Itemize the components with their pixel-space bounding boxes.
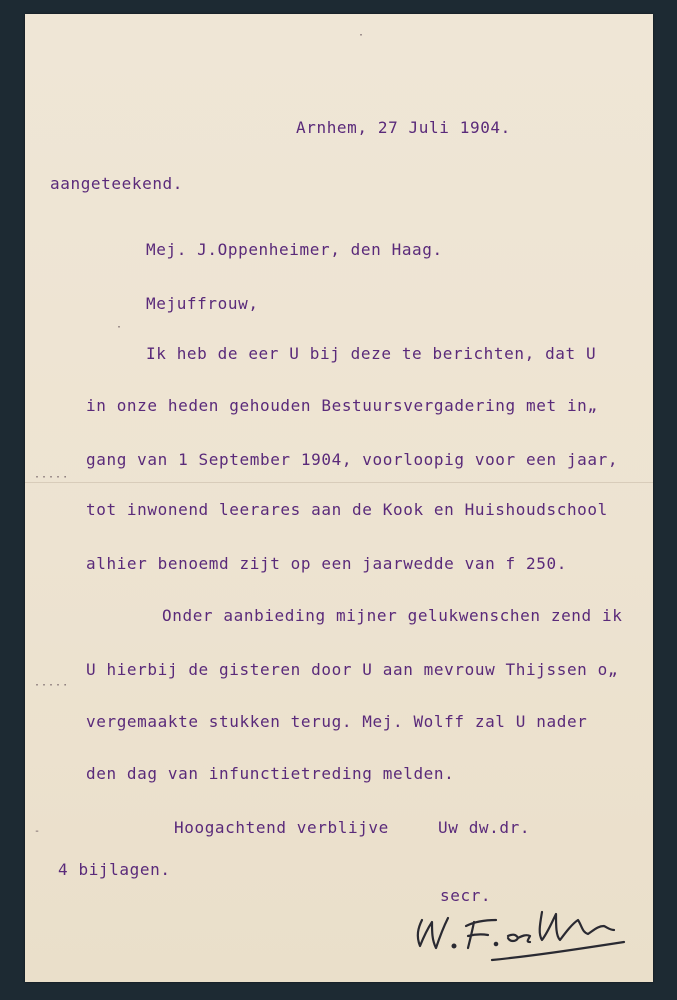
closing-right: Uw dw.dr. xyxy=(438,818,531,837)
body-line: gang van 1 September 1904, voorloopig voor een jaar, xyxy=(86,450,619,469)
body-line: vergemaakte stukken terug. Mej. Wolff zal U nader xyxy=(86,712,588,731)
margin-mark: ····· xyxy=(34,680,70,691)
body-line: Onder aanbieding mijner gelukwenschen zend ik xyxy=(162,606,623,625)
body-line: in onze heden gehouden Bestuursvergadering met in„ xyxy=(86,396,598,415)
title-secr: secr. xyxy=(440,886,492,905)
place-date: Arnhem, 27 Juli 1904. xyxy=(296,118,511,137)
margin-mark: ····· xyxy=(34,472,70,483)
margin-mark: · xyxy=(116,322,124,333)
paper-fold xyxy=(25,482,653,483)
addressee: Mej. J.Oppenheimer, den Haag. xyxy=(146,240,443,259)
body-line: alhier benoemd zijt op een jaarwedde van f 250. xyxy=(86,554,567,573)
body-line: Ik heb de eer U bij deze te berichten, dat U xyxy=(146,344,597,363)
body-line: tot inwonend leerares aan de Kook en Huishoudschool xyxy=(86,500,608,519)
body-line: U hierbij de gisteren door U aan mevrouw Thijssen o„ xyxy=(86,660,619,679)
salutation: Mejuffrouw, xyxy=(146,294,259,313)
closing: Hoogachtend verblijve xyxy=(174,818,389,837)
margin-mark: - xyxy=(34,826,42,837)
enclosures: 4 bijlagen. xyxy=(58,860,171,879)
body-line: den dag van infunctietreding melden. xyxy=(86,764,455,783)
registered-note: aangeteekend. xyxy=(50,174,184,193)
signature xyxy=(392,892,632,972)
margin-mark: · xyxy=(358,30,366,41)
